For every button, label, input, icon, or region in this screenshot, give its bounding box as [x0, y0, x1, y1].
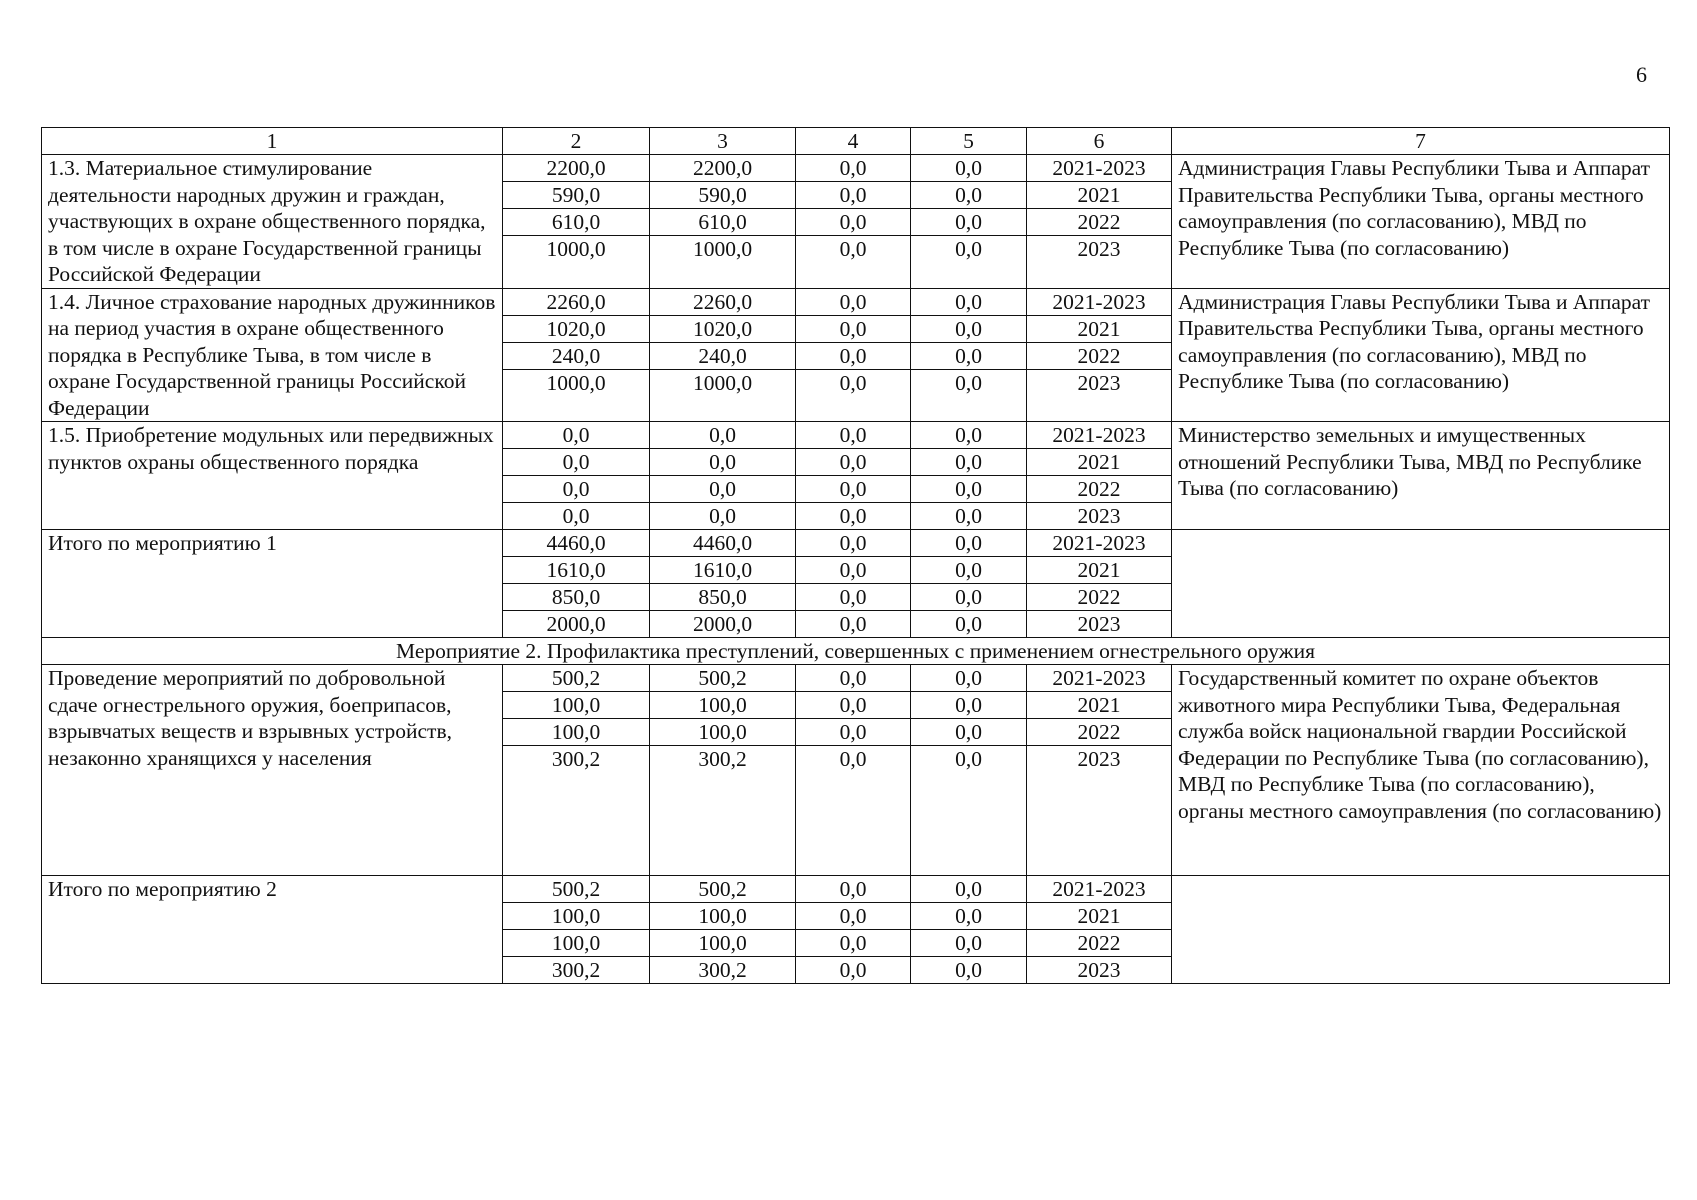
activity-name: Итого по мероприятию 2	[42, 876, 503, 984]
value-c5: 0,0	[911, 903, 1027, 930]
value-c6: 2021	[1027, 903, 1172, 930]
activity-name: Проведение мероприятий по добровольной сдаче огнестрельного оружия, боеприпасов, взрывчатых веществ и взрывных устройств, незаконно хранящихся у населения	[42, 665, 503, 876]
value-c2: 100,0	[503, 930, 650, 957]
value-c4: 0,0	[796, 903, 911, 930]
value-c4: 0,0	[796, 342, 911, 369]
value-c3: 610,0	[650, 209, 796, 236]
table-row	[42, 288, 1670, 315]
value-c6: 2021	[1027, 182, 1172, 209]
value-c3: 300,2	[650, 746, 796, 876]
value-c3: 0,0	[650, 476, 796, 503]
value-c5: 0,0	[911, 155, 1027, 182]
value-c5: 0,0	[911, 182, 1027, 209]
value-c4: 0,0	[796, 692, 911, 719]
column-number-4: 4	[796, 128, 911, 155]
executor	[1172, 876, 1670, 984]
executor: Администрация Главы Республики Тыва и Аппарат Правительства Республики Тыва, органы местного самоуправления (по согласованию), МВД по Республике Тыва (по согласованию)	[1172, 155, 1670, 289]
value-c2: 1020,0	[503, 315, 650, 342]
executor	[1172, 530, 1670, 638]
value-c3: 1610,0	[650, 557, 796, 584]
activity-name: 1.3. Материальное стимулирование деятельности народных дружин и граждан, участвующих в охране общественного порядка, в том числе в охране Государственной границы Российской Федерации	[42, 155, 503, 289]
activity-name: Итого по мероприятию 1	[42, 530, 503, 638]
value-c5: 0,0	[911, 957, 1027, 984]
value-c5: 0,0	[911, 476, 1027, 503]
value-c5: 0,0	[911, 503, 1027, 530]
value-c5: 0,0	[911, 422, 1027, 449]
value-c2: 2200,0	[503, 155, 650, 182]
value-c2: 1000,0	[503, 236, 650, 288]
value-c3: 4460,0	[650, 530, 796, 557]
column-number-6: 6	[1027, 128, 1172, 155]
value-c2: 610,0	[503, 209, 650, 236]
value-c2: 1000,0	[503, 369, 650, 421]
table-row	[42, 422, 1670, 449]
value-c4: 0,0	[796, 876, 911, 903]
value-c6: 2023	[1027, 236, 1172, 288]
value-c3: 0,0	[650, 503, 796, 530]
value-c5: 0,0	[911, 611, 1027, 638]
value-c2: 2000,0	[503, 611, 650, 638]
program-funding-table	[41, 127, 1670, 984]
value-c2: 240,0	[503, 342, 650, 369]
value-c5: 0,0	[911, 876, 1027, 903]
value-c2: 1610,0	[503, 557, 650, 584]
value-c6: 2022	[1027, 719, 1172, 746]
value-c3: 500,2	[650, 665, 796, 692]
value-c6: 2021	[1027, 449, 1172, 476]
value-c3: 100,0	[650, 692, 796, 719]
value-c6: 2021-2023	[1027, 155, 1172, 182]
value-c2: 0,0	[503, 476, 650, 503]
value-c3: 500,2	[650, 876, 796, 903]
value-c2: 100,0	[503, 903, 650, 930]
value-c4: 0,0	[796, 155, 911, 182]
value-c4: 0,0	[796, 557, 911, 584]
value-c3: 1000,0	[650, 236, 796, 288]
table-row	[42, 876, 1670, 903]
table-row	[42, 155, 1670, 182]
value-c6: 2022	[1027, 930, 1172, 957]
value-c4: 0,0	[796, 746, 911, 876]
value-c6: 2021-2023	[1027, 422, 1172, 449]
value-c2: 0,0	[503, 449, 650, 476]
column-number-3: 3	[650, 128, 796, 155]
value-c5: 0,0	[911, 930, 1027, 957]
value-c4: 0,0	[796, 530, 911, 557]
column-number-5: 5	[911, 128, 1027, 155]
value-c4: 0,0	[796, 476, 911, 503]
value-c5: 0,0	[911, 584, 1027, 611]
value-c3: 590,0	[650, 182, 796, 209]
value-c6: 2021	[1027, 692, 1172, 719]
value-c2: 0,0	[503, 422, 650, 449]
value-c5: 0,0	[911, 449, 1027, 476]
column-number-1: 1	[42, 128, 503, 155]
value-c2: 300,2	[503, 746, 650, 876]
value-c2: 0,0	[503, 503, 650, 530]
value-c5: 0,0	[911, 342, 1027, 369]
executor: Государственный комитет по охране объектов животного мира Республики Тыва, Федеральная служба войск национальной гвардии Российской Федерации по Республике Тыва (по согласованию), МВД по Республике Тыва (по согласованию), органы местного самоуправления (по согласованию)	[1172, 665, 1670, 876]
value-c3: 0,0	[650, 422, 796, 449]
value-c5: 0,0	[911, 315, 1027, 342]
value-c4: 0,0	[796, 209, 911, 236]
value-c2: 4460,0	[503, 530, 650, 557]
value-c4: 0,0	[796, 315, 911, 342]
value-c3: 1000,0	[650, 369, 796, 421]
value-c5: 0,0	[911, 746, 1027, 876]
value-c3: 100,0	[650, 903, 796, 930]
column-number-2: 2	[503, 128, 650, 155]
value-c2: 590,0	[503, 182, 650, 209]
value-c5: 0,0	[911, 557, 1027, 584]
table-row	[42, 665, 1670, 692]
value-c6: 2023	[1027, 957, 1172, 984]
value-c2: 500,2	[503, 665, 650, 692]
value-c2: 100,0	[503, 692, 650, 719]
value-c6: 2023	[1027, 746, 1172, 876]
value-c6: 2022	[1027, 584, 1172, 611]
value-c5: 0,0	[911, 530, 1027, 557]
value-c3: 100,0	[650, 719, 796, 746]
value-c5: 0,0	[911, 665, 1027, 692]
value-c6: 2022	[1027, 476, 1172, 503]
activity-name: 1.4. Личное страхование народных дружинников на период участия в охране общественного порядка в Республике Тыва, в том числе в охране Государственной границы Российской Федерации	[42, 288, 503, 422]
value-c4: 0,0	[796, 665, 911, 692]
column-number-row	[42, 128, 1670, 155]
section-title-row	[42, 638, 1670, 665]
value-c6: 2021-2023	[1027, 665, 1172, 692]
value-c4: 0,0	[796, 584, 911, 611]
value-c4: 0,0	[796, 611, 911, 638]
page-number: 6	[1636, 62, 1647, 87]
value-c5: 0,0	[911, 692, 1027, 719]
value-c3: 850,0	[650, 584, 796, 611]
value-c4: 0,0	[796, 182, 911, 209]
value-c6: 2021-2023	[1027, 288, 1172, 315]
value-c2: 300,2	[503, 957, 650, 984]
value-c3: 100,0	[650, 930, 796, 957]
value-c3: 2260,0	[650, 288, 796, 315]
executor: Министерство земельных и имущественных отношений Республики Тыва, МВД по Республике Тыва (по согласованию)	[1172, 422, 1670, 530]
value-c6: 2021-2023	[1027, 530, 1172, 557]
activity-name: 1.5. Приобретение модульных или передвижных пунктов охраны общественного порядка	[42, 422, 503, 530]
value-c4: 0,0	[796, 288, 911, 315]
value-c5: 0,0	[911, 209, 1027, 236]
value-c6: 2023	[1027, 369, 1172, 421]
value-c3: 240,0	[650, 342, 796, 369]
section-title: Мероприятие 2. Профилактика преступлений, совершенных с применением огнестрельного оружия	[42, 638, 1670, 665]
value-c4: 0,0	[796, 236, 911, 288]
value-c4: 0,0	[796, 422, 911, 449]
value-c2: 2260,0	[503, 288, 650, 315]
value-c6: 2021-2023	[1027, 876, 1172, 903]
value-c6: 2023	[1027, 503, 1172, 530]
value-c4: 0,0	[796, 957, 911, 984]
value-c3: 0,0	[650, 449, 796, 476]
value-c6: 2023	[1027, 611, 1172, 638]
value-c6: 2021	[1027, 557, 1172, 584]
value-c4: 0,0	[796, 930, 911, 957]
table-row	[42, 530, 1670, 557]
value-c4: 0,0	[796, 369, 911, 421]
value-c5: 0,0	[911, 719, 1027, 746]
value-c6: 2022	[1027, 342, 1172, 369]
value-c4: 0,0	[796, 449, 911, 476]
value-c2: 100,0	[503, 719, 650, 746]
column-number-7: 7	[1172, 128, 1670, 155]
value-c4: 0,0	[796, 503, 911, 530]
value-c2: 850,0	[503, 584, 650, 611]
value-c5: 0,0	[911, 369, 1027, 421]
value-c4: 0,0	[796, 719, 911, 746]
value-c3: 1020,0	[650, 315, 796, 342]
value-c3: 2000,0	[650, 611, 796, 638]
value-c5: 0,0	[911, 236, 1027, 288]
value-c2: 500,2	[503, 876, 650, 903]
value-c3: 300,2	[650, 957, 796, 984]
value-c6: 2022	[1027, 209, 1172, 236]
value-c6: 2021	[1027, 315, 1172, 342]
value-c3: 2200,0	[650, 155, 796, 182]
value-c5: 0,0	[911, 288, 1027, 315]
executor: Администрация Главы Республики Тыва и Аппарат Правительства Республики Тыва, органы местного самоуправления (по согласованию), МВД по Республике Тыва (по согласованию)	[1172, 288, 1670, 422]
